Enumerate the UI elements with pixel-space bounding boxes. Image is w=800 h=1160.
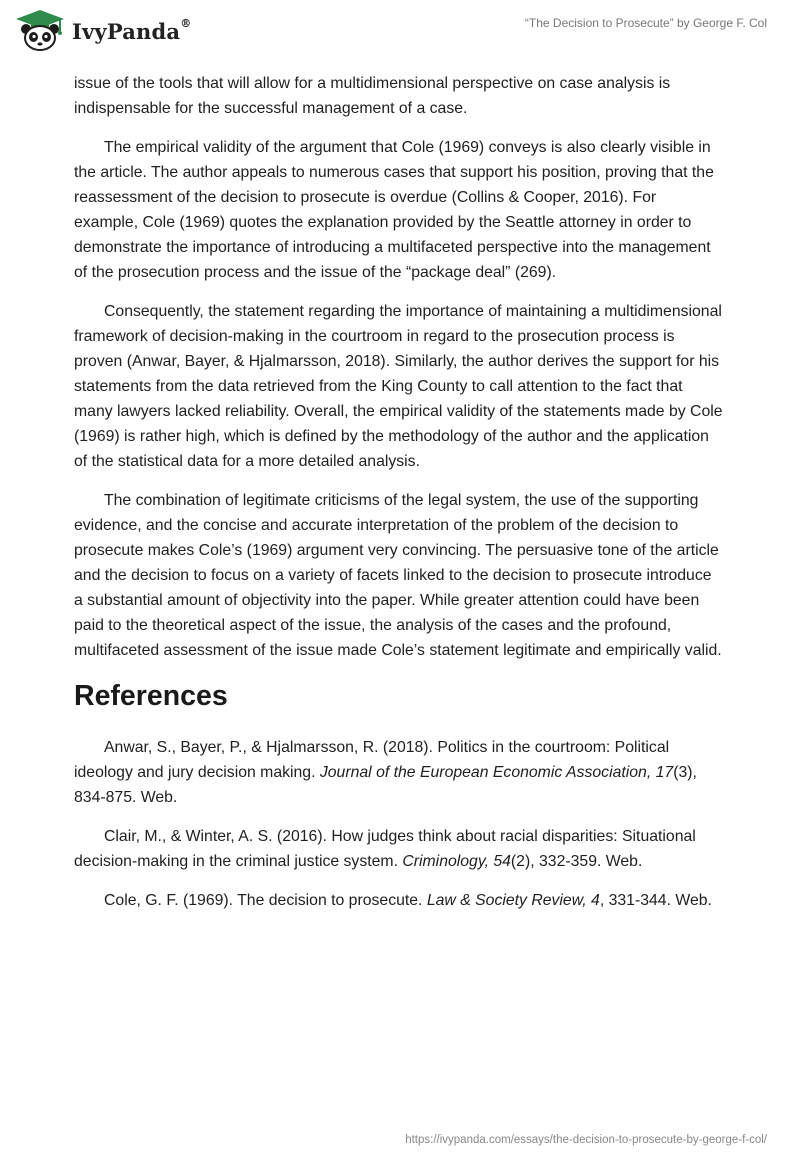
source-url-link[interactable]: https://ivypanda.com/essays/the-decision-to-prosecute-by-george-f-col/	[405, 1134, 767, 1146]
paragraph-continuation: issue of the tools that will allow for a multidimensional perspective on case analysis is indispensable for the successful management of a case.	[74, 75, 671, 117]
essay-content	[74, 71, 724, 927]
references-heading: References	[74, 680, 228, 712]
paragraph-consequently: Consequently, the statement regarding the importance of maintaining a multidimensional framework of decision-making in the courtroom in regard to the prosecution process is proven (Anwar, Bayer, & Hjalmarsson, 2018). Similarly, the author derives the support for his statements from the data retrieved from the King County to call attention to the fact that many lawyers lacked reliability. Overall, the empirical validity of the statements made by Cole (1969) is rather high, which is defined by the methodology of the author and the application of the statistical data for a more detailed analysis.	[74, 303, 723, 470]
paragraph-empirical-validity: The empirical validity of the argument that Cole (1969) conveys is also clearly visible in the article. The author appeals to numerous cases that support his position, proving that the reassessment of the decision to prosecute is overdue (Collins & Cooper, 2016). For example, Cole (1969) quotes the explanation provided by the Seattle attorney in order to demonstrate the importance of introducing a multifaceted perspective into the management of the prosecution process and the issue of the “package deal” (269).	[74, 139, 714, 281]
paragraph-conclusion: The combination of legitimate criticisms of the legal system, the use of the supporting evidence, and the concise and accurate interpretation of the problem of the decision to prosecute makes Cole’s (1969) argument very convincing. The persuasive tone of the article and the decision to focus on a variety of facets linked to the decision to prosecute introduce a substantial amount of objectivity into the paper. While greater attention could have been paid to the theoretical aspect of the issue, the analysis of the cases and the profound, multifaceted assessment of the issue made Cole’s statement legitimate and empirically valid.	[74, 492, 722, 659]
brand-logo[interactable]	[14, 8, 191, 52]
brand-name: IvyPanda®	[72, 16, 192, 44]
running-title: “The Decision to Prosecute” by George F. Col	[524, 16, 767, 30]
page-header	[0, 0, 800, 60]
reference-item: Clair, M., & Winter, A. S. (2016). How judges think about racial disparities: Situational decision-making in the criminal justice system. Criminology, 54(2), 332-359. Web.	[74, 828, 696, 870]
reference-item: Cole, G. F. (1969). The decision to prosecute. Law & Society Review, 4, 331-344. Web.	[104, 892, 712, 909]
reference-item: Anwar, S., Bayer, P., & Hjalmarsson, R. (2018). Politics in the courtroom: Political ideology and jury decision making. Journal of the European Economic Association, 17(3), 834-875. Web.	[74, 739, 697, 806]
panda-graduate-icon	[14, 8, 66, 52]
